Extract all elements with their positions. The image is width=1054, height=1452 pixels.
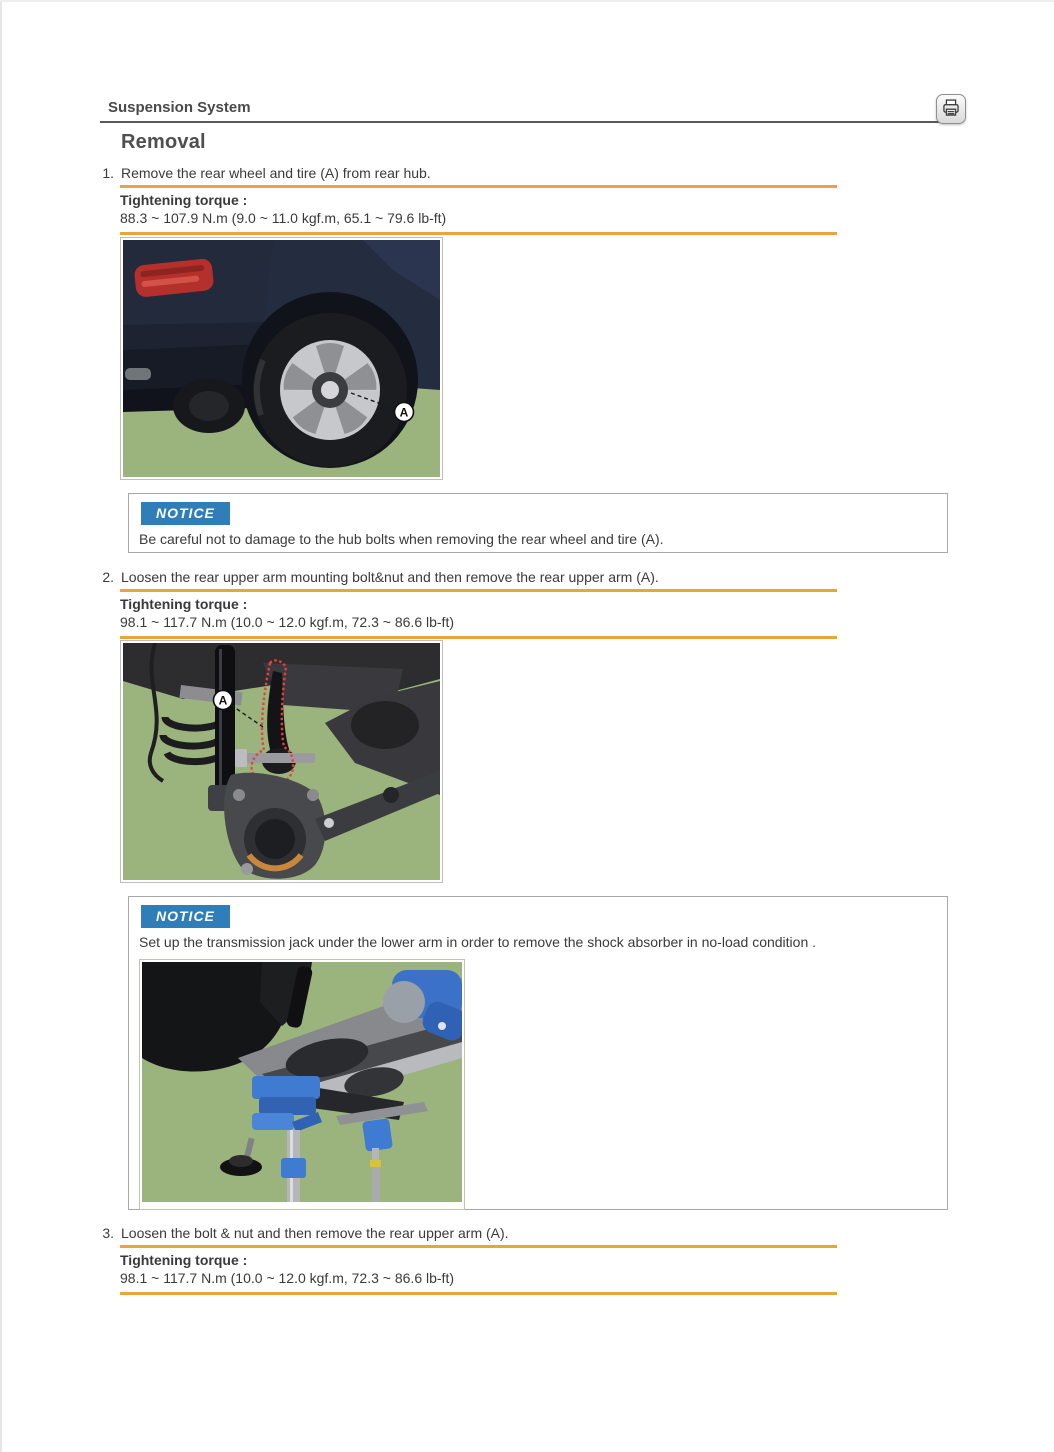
torque-2-label: Tightening torque : xyxy=(120,596,248,612)
page-title: Suspension System xyxy=(108,99,251,116)
page-top-edge xyxy=(0,0,1054,2)
header-divider xyxy=(100,121,963,123)
torque-1-label: Tightening torque : xyxy=(120,192,248,208)
notice-box-2 xyxy=(128,896,948,1210)
step-1-number: 1. xyxy=(102,165,114,181)
section-title: Removal xyxy=(121,131,206,153)
figure-1-callout-a: A xyxy=(399,405,409,420)
rear-wheel-photo xyxy=(123,240,440,477)
notice-2-text: Set up the transmission jack under the lower arm in order to remove the shock absorber in no-load condition . xyxy=(139,934,817,950)
transmission-jack-photo xyxy=(142,962,462,1202)
torque-3-label: Tightening torque : xyxy=(120,1252,248,1268)
notice-1-badge: NOTICE xyxy=(141,502,230,525)
step-2-number: 2. xyxy=(102,569,114,585)
notice-1-text: Be careful not to damage to the hub bolts when removing the rear wheel and tire (A). xyxy=(139,531,664,547)
step-1 xyxy=(100,165,860,182)
figure-transmission-jack xyxy=(139,959,465,1210)
print-button[interactable] xyxy=(936,94,966,124)
upper-arm-photo xyxy=(123,643,440,880)
step-3-text: Loosen the bolt & nut and then remove the rear upper arm (A). xyxy=(121,1225,509,1241)
figure-upper-arm xyxy=(120,640,443,883)
torque-spec-2 xyxy=(120,589,837,639)
step-2 xyxy=(100,569,860,586)
printer-icon xyxy=(941,98,961,121)
step-1-text: Remove the rear wheel and tire (A) from rear hub. xyxy=(121,165,431,181)
figure-rear-wheel xyxy=(120,237,443,480)
step-2-text: Loosen the rear upper arm mounting bolt&nut and then remove the rear upper arm (A). xyxy=(121,569,659,585)
page-left-edge xyxy=(0,0,2,1452)
torque-spec-1 xyxy=(120,185,837,235)
step-3-number: 3. xyxy=(102,1225,114,1241)
torque-spec-3 xyxy=(120,1245,837,1295)
step-3 xyxy=(100,1225,860,1242)
notice-2-badge: NOTICE xyxy=(141,905,230,928)
notice-box-1 xyxy=(128,493,948,553)
torque-3-value: 98.1 ~ 117.7 N.m (10.0 ~ 12.0 kgf.m, 72.3 ~ 86.6 lb-ft) xyxy=(120,1270,454,1286)
torque-1-value: 88.3 ~ 107.9 N.m (9.0 ~ 11.0 kgf.m, 65.1 ~ 79.6 lb-ft) xyxy=(120,210,447,226)
torque-2-value: 98.1 ~ 117.7 N.m (10.0 ~ 12.0 kgf.m, 72.3 ~ 86.6 lb-ft) xyxy=(120,614,454,630)
figure-2-callout-a: A xyxy=(218,693,228,708)
